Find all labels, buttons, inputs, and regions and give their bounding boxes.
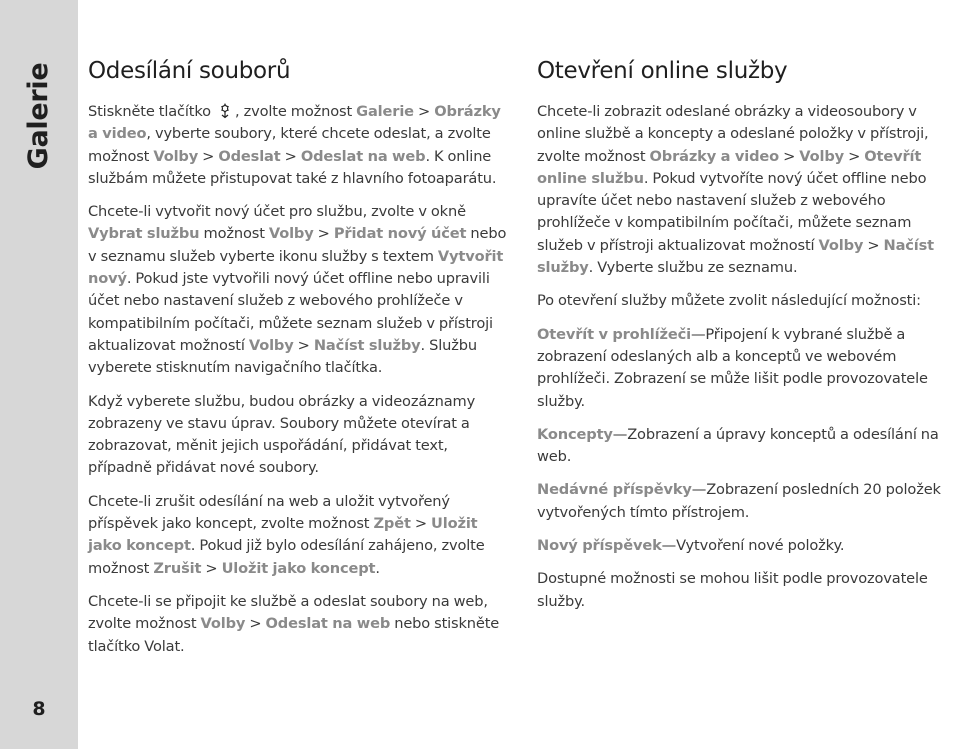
section-tab-label: Galerie [22,62,54,170]
right-column [537,54,957,624]
paragraph-edit-mode: Když vyberete službu, budou obrázky a videozáznamy zobrazeny ve stavu úprav. Soubory můžete otevírat a zobrazovat, měnit jejich uspořádání, přidávat text, případně přidávat nové soubory. [88,392,476,477]
left-column [88,54,512,669]
section-heading-sending-files: Odesílání souborů [88,58,291,84]
paragraph-view-uploaded: Chcete-li zobrazit odeslané obrázky a videosoubory v online službě a koncepty a odeslané položky v přístroji, zvolte možnost Obrázky a video > Volby > Otevřít online službu. Pokud vytvoříte nový účet offline nebo upravíte účet nebo nastavení služeb z webového prohlížeče v kompatibilním počítači, můžete seznam služeb v přístroji aktualizovat možností Volby > Načíst služby. Vyberte službu ze seznamu. [537,103,935,277]
option-new-post: Nový příspěvek—Vytvoření nové položky. [537,537,845,555]
page-number: 8 [32,698,46,720]
paragraph-send-instructions: Stiskněte tlačítko , zvolte možnost Galerie > Obrázky a video, vyberte soubory, které chcete odeslat, a zvolte možnost Volby > Odeslat > Odeslat na web. K online službám můžete přistupovat také z hlavního fotoaparátu. [88,103,501,187]
option-recent-posts: Nedávné příspěvky—Zobrazení posledních 20 položek vytvořených tímto přístrojem. [537,481,941,521]
option-drafts: Koncepty—Zobrazení a úpravy konceptů a odesílání na web. [537,425,939,466]
paragraph-connect-service: Chcete-li se připojit ke službě a odeslat soubory na web, zvolte možnost Volby > Odeslat na web nebo stiskněte tlačítko Volat. [88,592,500,655]
paragraph-cancel-sending: Chcete-li zrušit odesílání na web a uložit vytvořený příspěvek jako koncept, zvolte možnost Zpět > Uložit jako koncept. Pokud již bylo odesílání zahájeno, zvolte možnost Zrušit > Uložit jako koncept. [88,492,485,577]
option-open-in-browser: Otevřít v prohlížeči—Připojení k vybrané službě a zobrazení odeslaných alb a konceptů ve webovém prohlížeči. Zobrazení se může lišit podle provozovatele služby. [537,325,928,410]
menu-key-icon [217,103,233,119]
paragraph-availability-note: Dostupné možnosti se mohou lišit podle provozovatele služby. [537,570,928,610]
paragraph-create-account: Chcete-li vytvořit nový účet pro službu, zvolte v okně Vybrat službu možnost Volby > Přidat nový účet nebo v seznamu služeb vyberte ikonu služby s textem Vytvořit nový. Pokud jste vytvořili nový účet offline nebo upravili účet nebo nastavení služeb z webového prohlížeče v kompatibilním počítači, můžete seznam služeb v přístroji aktualizovat možností Volby > Načíst služby. Službu vyberete stisknutím navigačního tlačítka. [88,203,507,377]
side-tab [0,0,78,749]
paragraph-options-intro: Po otevření služby můžete zvolit následující možnosti: [537,292,921,310]
section-heading-open-online-service: Otevření online služby [537,58,788,84]
